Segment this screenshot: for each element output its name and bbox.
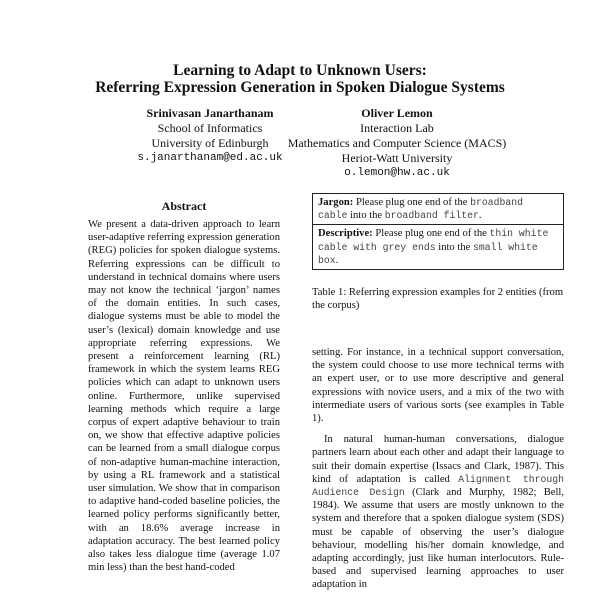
row-text: into the: [438, 241, 471, 253]
paragraph-text: In natural human-human conversations, dialogue partners learn about each other and adapt their language to suit their domain expertise (Issacs and Clark, 1987). This kind of adaptation is called: [312, 434, 564, 485]
author-affiliation: Mathematics and Computer Science (MACS): [287, 136, 507, 150]
row-text: Please plug one end of the: [355, 197, 468, 208]
table-caption: Table 1: Referring expression examples for 2 entities (from the corpus): [312, 287, 564, 312]
row-code: broadband filter: [384, 210, 479, 222]
row-text: Please plug one end of the: [375, 228, 487, 240]
row-end: .: [478, 210, 482, 222]
row-label: Descriptive:: [318, 228, 373, 240]
title-line-2: Referring Expression Generation in Spoken Dialogue Systems: [95, 79, 505, 96]
row-end: .: [335, 254, 339, 266]
abstract-heading: Abstract: [161, 199, 207, 213]
body-right-column: [312, 346, 564, 600]
author-name: Srinivasan Janarthanam: [146, 106, 274, 120]
author-name: Oliver Lemon: [361, 106, 433, 120]
title-line-1: Learning to Adapt to Unknown Users:: [173, 62, 427, 79]
paper-title: [0, 62, 600, 96]
author-email: s.janarthanam@ed.ac.uk: [137, 152, 283, 164]
paragraph: [312, 433, 564, 591]
row-text: into the: [350, 210, 383, 222]
paragraph-code: Alignment through Audience Design: [312, 473, 565, 499]
row-label: Jargon:: [318, 197, 354, 208]
paragraph-text: (Clark and Murphy, 1982; Bell, 1984). We assume that users are mostly unknown to the system and therefore that a spoken dialogue system (SDS) must be capable of observing the user’s dialogue behaviour, modelling his/her domain knowledge, and adapting accordingly, just like human interlocutors. Rule-based and supervised learning approaches to user adaptation in: [312, 487, 565, 591]
row-code: small white box: [318, 241, 538, 266]
table-row-jargon: [313, 194, 563, 224]
abstract-body: [88, 218, 280, 574]
abstract-text: We present a data-driven approach to learn user-adaptive referring expression generation (REG) policies for spoken dialogue systems. Referring expressions can be difficult to understand in technical domains where users may not know the technical ‘jargon’ names of the domain entities. In such cases, dialogue systems must be able to model the user’s (lexical) domain knowledge and use appropriate referring expressions. We present a reinforcement learning (RL) framework in which the system learns REG policies which can adapt to unknown users online. Furthermore, unlike supervised learning methods which require a large corpus of expert adaptive behaviour to train on, we show that effective adaptive policies can be learned from a small dialogue corpus of non-adaptive human-machine interaction, by using a RL framework and a statistical user simulation. We show that in comparison to adaptive hand-coded baseline policies, the learned policy performs significantly better, with an 18.6% average increase in adaptation accuracy. The best learned policy also takes less dialogue time (average 1.07 min less) than the best hand-coded: [88, 219, 280, 574]
author-affiliation: Heriot-Watt University: [341, 151, 453, 165]
author-email: o.lemon@hw.ac.uk: [344, 167, 450, 179]
row-code: thin white cable with grey ends: [318, 228, 549, 253]
author-block-2: [283, 106, 511, 181]
paragraph: setting. For instance, in a technical support conversation, the system could choose to use more technical terms with an expert user, or to use more descriptive and general expressions with novice users, and a mix of the two with intermediate users of various sorts (see examples in Table 1).: [312, 347, 564, 425]
table-row-descriptive: [313, 224, 563, 269]
author-affiliation: University of Edinburgh: [151, 136, 269, 150]
table-1: [312, 193, 564, 270]
author-block-1: [110, 106, 310, 166]
row-code: broadband cable: [318, 197, 524, 222]
author-affiliation: School of Informatics: [157, 121, 263, 135]
author-affiliation: Interaction Lab: [360, 121, 434, 135]
